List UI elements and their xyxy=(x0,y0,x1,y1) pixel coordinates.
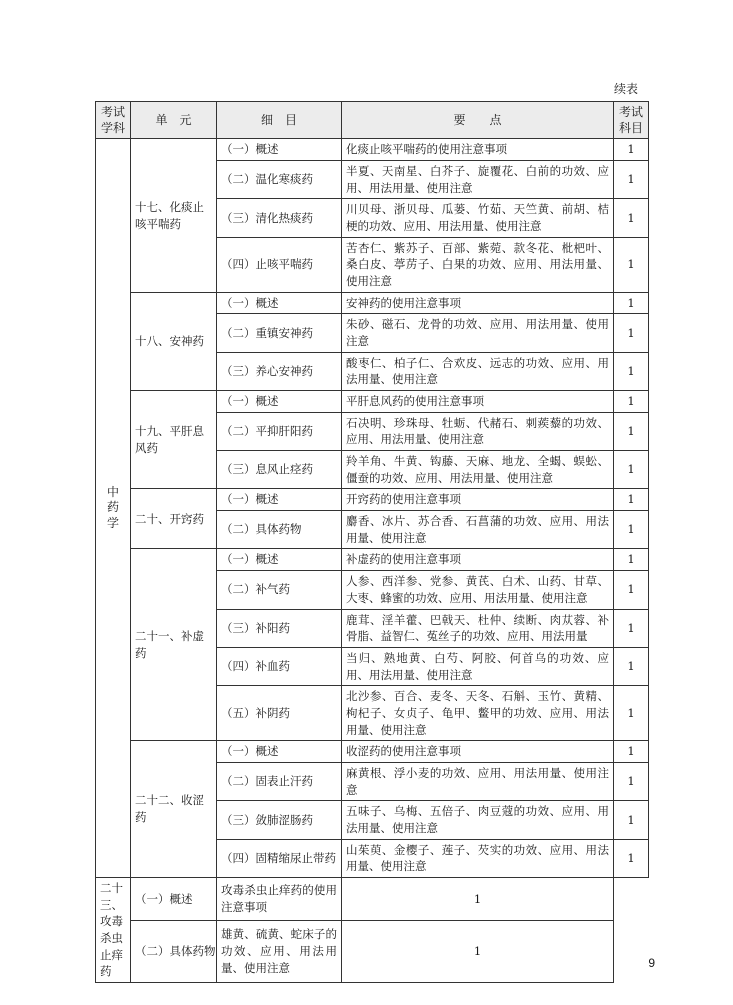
points-cell: 补虚药的使用注意事项 xyxy=(342,549,614,571)
level-cell: 1 xyxy=(614,292,649,314)
subject-cell xyxy=(96,139,131,878)
level-cell: 1 xyxy=(614,451,649,489)
item-cell: （二）具体药物 xyxy=(217,511,342,549)
level-cell: 1 xyxy=(614,549,649,571)
header-subject: 考试学科 xyxy=(96,102,131,139)
level-cell: 1 xyxy=(614,762,649,800)
level-cell: 1 xyxy=(614,571,649,609)
points-cell: 朱砂、磁石、龙骨的功效、应用、用法用量、使用注意 xyxy=(342,314,614,352)
points-cell: 当归、熟地黄、白芍、阿胶、何首乌的功效、应用、用法用量、使用注意 xyxy=(342,647,614,685)
item-cell: （三）息风止痉药 xyxy=(217,451,342,489)
level-cell: 1 xyxy=(614,686,649,741)
item-cell: （二）平抑肝阳药 xyxy=(217,412,342,450)
points-cell: 收涩药的使用注意事项 xyxy=(342,741,614,763)
level-cell: 1 xyxy=(614,647,649,685)
points-cell: 半夏、天南星、白芥子、旋覆花、白前的功效、应用、用法用量、使用注意 xyxy=(342,161,614,199)
item-cell: （三）养心安神药 xyxy=(217,352,342,390)
points-cell: 酸枣仁、柏子仁、合欢皮、远志的功效、应用、用法用量、使用注意 xyxy=(342,352,614,390)
level-cell: 1 xyxy=(614,391,649,413)
item-cell: （一）概述 xyxy=(217,549,342,571)
level-cell: 1 xyxy=(614,489,649,511)
points-cell: 麻黄根、浮小麦的功效、应用、用法用量、使用注意 xyxy=(342,762,614,800)
level-cell: 1 xyxy=(614,839,649,877)
item-cell: （三）敛肺涩肠药 xyxy=(217,801,342,839)
item-cell: （一）概述 xyxy=(217,741,342,763)
table-row xyxy=(96,391,649,413)
points-cell: 苦杏仁、紫苏子、百部、紫菀、款冬花、枇杷叶、桑白皮、葶苈子、白果的功效、应用、用法用量、使用注意 xyxy=(342,237,614,292)
header-level: 考试科目 xyxy=(614,102,649,139)
level-cell: 1 xyxy=(614,161,649,199)
level-cell: 1 xyxy=(614,199,649,237)
unit-cell: 二十一、补虚药 xyxy=(131,549,217,741)
item-cell: （二）重镇安神药 xyxy=(217,314,342,352)
item-cell: （二）温化寒痰药 xyxy=(217,161,342,199)
item-cell: （一）概述 xyxy=(217,139,342,161)
level-cell: 1 xyxy=(614,314,649,352)
subject-label: 中药学 xyxy=(107,484,120,530)
level-cell: 1 xyxy=(614,139,649,161)
level-cell: 1 xyxy=(614,511,649,549)
unit-cell: 十八、安神药 xyxy=(131,292,217,390)
points-cell: 山茱萸、金樱子、莲子、芡实的功效、应用、用法用量、使用注意 xyxy=(342,839,614,877)
item-cell: （五）补阴药 xyxy=(217,686,342,741)
page-number: 9 xyxy=(648,956,655,970)
unit-cell: 二十三、攻毒杀虫止痒药 xyxy=(96,877,131,982)
level-cell: 1 xyxy=(614,801,649,839)
item-cell: （一）概述 xyxy=(217,292,342,314)
points-cell: 化痰止咳平喘药的使用注意事项 xyxy=(342,139,614,161)
points-cell: 羚羊角、牛黄、钩藤、天麻、地龙、全蝎、蜈蚣、僵蚕的功效、应用、用法用量、使用注意 xyxy=(342,451,614,489)
level-cell: 1 xyxy=(614,352,649,390)
table-row xyxy=(96,741,649,763)
table-row xyxy=(96,921,649,983)
item-cell: （一）概述 xyxy=(131,877,217,920)
level-cell: 1 xyxy=(614,741,649,763)
item-cell: （二）固表止汗药 xyxy=(217,762,342,800)
points-cell: 石决明、珍珠母、牡蛎、代赭石、刺蒺藜的功效、应用、用法用量、使用注意 xyxy=(342,412,614,450)
unit-cell: 二十二、收涩药 xyxy=(131,741,217,878)
unit-cell: 十七、化痰止咳平喘药 xyxy=(131,139,217,292)
header-item: 细 目 xyxy=(217,102,342,139)
item-cell: （四）补血药 xyxy=(217,647,342,685)
item-cell: （三）补阳药 xyxy=(217,609,342,647)
level-cell: 1 xyxy=(614,412,649,450)
header-points: 要 点 xyxy=(342,102,614,139)
points-cell: 安神药的使用注意事项 xyxy=(342,292,614,314)
points-cell: 平肝息风药的使用注意事项 xyxy=(342,391,614,413)
table-row xyxy=(96,489,649,511)
points-cell: 攻毒杀虫止痒药的使用注意事项 xyxy=(217,877,342,920)
unit-cell: 二十、开窍药 xyxy=(131,489,217,549)
level-cell: 1 xyxy=(342,877,614,920)
syllabus-table xyxy=(95,101,649,983)
points-cell: 五味子、乌梅、五倍子、肉豆蔻的功效、应用、用法用量、使用注意 xyxy=(342,801,614,839)
table-row xyxy=(96,139,649,161)
level-cell: 1 xyxy=(614,237,649,292)
points-cell: 雄黄、硫黄、蛇床子的功效、应用、用法用量、使用注意 xyxy=(217,921,342,983)
points-cell: 北沙参、百合、麦冬、天冬、石斛、玉竹、黄精、枸杞子、女贞子、龟甲、鳖甲的功效、应用、用法用量、使用注意 xyxy=(342,686,614,741)
header-unit: 单 元 xyxy=(131,102,217,139)
points-cell: 人参、西洋参、党参、黄芪、白术、山药、甘草、大枣、蜂蜜的功效、应用、用法用量、使用注意 xyxy=(342,571,614,609)
points-cell: 开窍药的使用注意事项 xyxy=(342,489,614,511)
item-cell: （一）概述 xyxy=(217,489,342,511)
item-cell: （二）补气药 xyxy=(217,571,342,609)
item-cell: （二）具体药物 xyxy=(131,921,217,983)
points-cell: 鹿茸、淫羊藿、巴戟天、杜仲、续断、肉苁蓉、补骨脂、益智仁、菟丝子的功效、应用、用法用量 xyxy=(342,609,614,647)
level-cell: 1 xyxy=(342,921,614,983)
points-cell: 麝香、冰片、苏合香、石菖蒲的功效、应用、用法用量、使用注意 xyxy=(342,511,614,549)
table-row xyxy=(96,292,649,314)
unit-cell: 十九、平肝息风药 xyxy=(131,391,217,489)
item-cell: （一）概述 xyxy=(217,391,342,413)
points-cell: 川贝母、浙贝母、瓜蒌、竹茹、天竺黄、前胡、桔梗的功效、应用、用法用量、使用注意 xyxy=(342,199,614,237)
item-cell: （三）清化热痰药 xyxy=(217,199,342,237)
table-row xyxy=(96,549,649,571)
continued-label: 续表 xyxy=(613,82,638,96)
item-cell: （四）止咳平喘药 xyxy=(217,237,342,292)
item-cell: （四）固精缩尿止带药 xyxy=(217,839,342,877)
table-row xyxy=(96,877,649,920)
level-cell: 1 xyxy=(614,609,649,647)
table-header-row xyxy=(96,102,649,139)
